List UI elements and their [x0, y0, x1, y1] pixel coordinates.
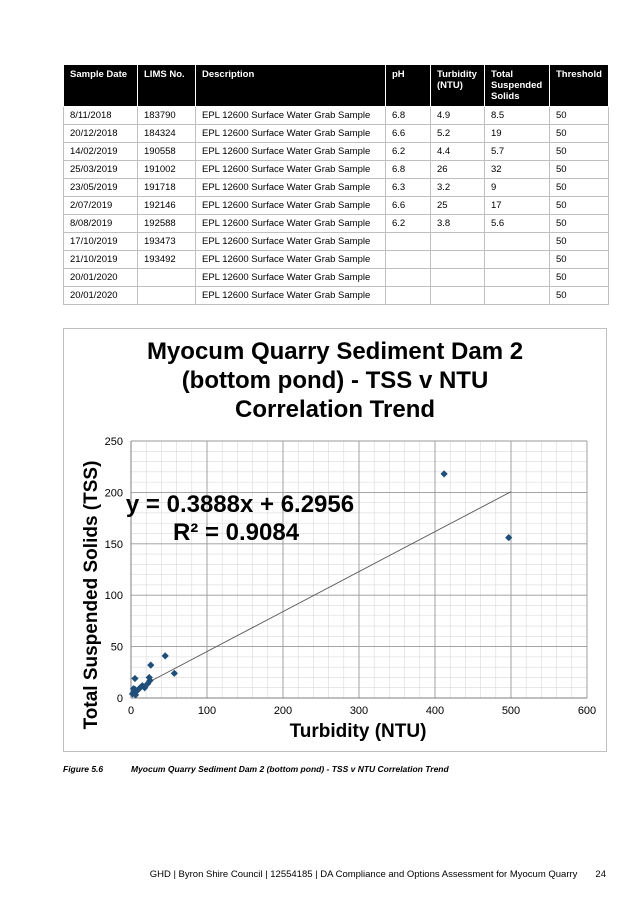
cell-turbidity: 3.2	[431, 179, 485, 197]
data-point	[147, 662, 154, 669]
y-tick-label: 100	[104, 590, 123, 603]
figure-caption	[63, 764, 449, 774]
r-squared-label: R² = 0.9084	[172, 519, 300, 546]
cell-description: EPL 12600 Surface Water Grab Sample	[196, 233, 386, 251]
cell-tss	[485, 269, 550, 287]
sample-results-table	[63, 64, 609, 305]
cell-ph	[386, 251, 431, 269]
cell-description: EPL 12600 Surface Water Grab Sample	[196, 215, 386, 233]
trendline-equation: y = 0.3888x + 6.2956	[125, 491, 355, 518]
y-tick-label: 50	[110, 641, 123, 654]
cell-ph: 6.6	[386, 197, 431, 215]
y-tick-label: 200	[104, 487, 123, 500]
x-tick-label: 600	[577, 705, 597, 717]
cell-description: EPL 12600 Surface Water Grab Sample	[196, 269, 386, 287]
header-description: Description	[196, 65, 386, 107]
table-row	[64, 179, 609, 197]
table-row	[64, 143, 609, 161]
chart-grid	[131, 441, 587, 698]
cell-description: EPL 12600 Surface Water Grab Sample	[196, 161, 386, 179]
cell-tss: 8.5	[485, 107, 550, 125]
x-tick-label: 500	[501, 705, 521, 717]
cell-description: EPL 12600 Surface Water Grab Sample	[196, 197, 386, 215]
cell-sample-date: 20/01/2020	[64, 287, 138, 305]
cell-turbidity	[431, 233, 485, 251]
cell-tss	[485, 287, 550, 305]
cell-description: EPL 12600 Surface Water Grab Sample	[196, 143, 386, 161]
data-point	[441, 470, 448, 477]
cell-turbidity: 3.8	[431, 215, 485, 233]
cell-sample-date: 8/11/2018	[64, 107, 138, 125]
table-row	[64, 269, 609, 287]
table-row	[64, 161, 609, 179]
cell-threshold: 50	[550, 233, 609, 251]
cell-lims-no: 183790	[138, 107, 196, 125]
cell-turbidity: 4.9	[431, 107, 485, 125]
data-point	[162, 652, 169, 659]
header-lims-no: LIMS No.	[138, 65, 196, 107]
cell-lims-no: 184324	[138, 125, 196, 143]
footer-text: GHD | Byron Shire Council | 12554185 | DA Compliance and Options Assessment for Myocum Quarry	[149, 869, 578, 880]
cell-ph	[386, 233, 431, 251]
page-footer	[150, 869, 606, 880]
cell-turbidity: 26	[431, 161, 485, 179]
cell-lims-no	[138, 269, 196, 287]
cell-tss: 9	[485, 179, 550, 197]
table-row	[64, 251, 609, 269]
cell-tss: 5.7	[485, 143, 550, 161]
cell-sample-date: 20/12/2018	[64, 125, 138, 143]
cell-lims-no: 192146	[138, 197, 196, 215]
cell-threshold: 50	[550, 251, 609, 269]
cell-lims-no: 193473	[138, 233, 196, 251]
cell-sample-date: 23/05/2019	[64, 179, 138, 197]
cell-threshold: 50	[550, 143, 609, 161]
cell-tss: 17	[485, 197, 550, 215]
figure-number: Figure 5.6	[63, 764, 104, 774]
cell-lims-no: 193492	[138, 251, 196, 269]
cell-turbidity	[431, 269, 485, 287]
cell-ph: 6.8	[386, 161, 431, 179]
cell-lims-no: 190558	[138, 143, 196, 161]
cell-tss	[485, 233, 550, 251]
cell-turbidity	[431, 251, 485, 269]
table-header-row	[64, 65, 609, 107]
y-axis-label: Total Suspended Solids (TSS)	[81, 460, 102, 730]
cell-lims-no: 191718	[138, 179, 196, 197]
cell-threshold: 50	[550, 287, 609, 305]
cell-ph: 6.2	[386, 143, 431, 161]
table-row	[64, 233, 609, 251]
y-tick-label: 150	[104, 538, 123, 551]
cell-threshold: 50	[550, 107, 609, 125]
cell-turbidity: 5.2	[431, 125, 485, 143]
cell-threshold: 50	[550, 179, 609, 197]
figure-caption-text: Myocum Quarry Sediment Dam 2 (bottom pond) - TSS v NTU Correlation Trend	[131, 764, 449, 774]
cell-lims-no	[138, 287, 196, 305]
table-row	[64, 107, 609, 125]
cell-ph: 6.3	[386, 179, 431, 197]
cell-sample-date: 14/02/2019	[64, 143, 138, 161]
cell-sample-date: 20/01/2020	[64, 269, 138, 287]
cell-description: EPL 12600 Surface Water Grab Sample	[196, 107, 386, 125]
x-tick-label: 200	[273, 705, 293, 717]
cell-turbidity: 25	[431, 197, 485, 215]
cell-sample-date: 21/10/2019	[64, 251, 138, 269]
header-threshold: Threshold	[550, 65, 609, 107]
table-row	[64, 197, 609, 215]
page-number: 24	[595, 869, 606, 880]
x-tick-label: 100	[197, 705, 217, 717]
y-tick-label: 0	[116, 693, 123, 705]
cell-threshold: 50	[550, 269, 609, 287]
cell-turbidity: 4.4	[431, 143, 485, 161]
cell-description: EPL 12600 Surface Water Grab Sample	[196, 125, 386, 143]
y-tick-label: 250	[104, 436, 123, 448]
x-tick-label: 400	[425, 705, 445, 717]
x-tick-label: 0	[127, 705, 135, 717]
cell-threshold: 50	[550, 161, 609, 179]
cell-tss: 19	[485, 125, 550, 143]
cell-sample-date: 25/03/2019	[64, 161, 138, 179]
cell-description: EPL 12600 Surface Water Grab Sample	[196, 287, 386, 305]
cell-description: EPL 12600 Surface Water Grab Sample	[196, 179, 386, 197]
x-axis-label: Turbidity (NTU)	[289, 721, 427, 742]
header-sample-date: Sample Date	[64, 65, 138, 107]
cell-turbidity	[431, 287, 485, 305]
cell-ph: 6.6	[386, 125, 431, 143]
data-point	[131, 675, 138, 682]
cell-lims-no: 191002	[138, 161, 196, 179]
cell-sample-date: 17/10/2019	[64, 233, 138, 251]
cell-threshold: 50	[550, 197, 609, 215]
cell-tss	[485, 251, 550, 269]
cell-ph: 6.8	[386, 107, 431, 125]
cell-description: EPL 12600 Surface Water Grab Sample	[196, 251, 386, 269]
cell-sample-date: 8/08/2019	[64, 215, 138, 233]
cell-ph	[386, 287, 431, 305]
chart-area	[63, 328, 607, 752]
cell-sample-date: 2/07/2019	[64, 197, 138, 215]
cell-lims-no: 192588	[138, 215, 196, 233]
table-body	[64, 107, 609, 305]
header-ph: pH	[386, 65, 431, 107]
cell-ph: 6.2	[386, 215, 431, 233]
header-turbidity: Turbidity (NTU)	[431, 65, 485, 107]
cell-tss: 5.6	[485, 215, 550, 233]
table-row	[64, 287, 609, 305]
cell-threshold: 50	[550, 215, 609, 233]
chart-title: Myocum Quarry Sediment Dam 2 (bottom pond) - TSS v NTU Correlation Trend	[146, 338, 524, 423]
cell-ph	[386, 269, 431, 287]
table-row	[64, 215, 609, 233]
x-tick-label: 300	[349, 705, 369, 717]
cell-threshold: 50	[550, 125, 609, 143]
header-tss: Total Suspended Solids	[485, 65, 550, 107]
table-row	[64, 125, 609, 143]
cell-tss: 32	[485, 161, 550, 179]
